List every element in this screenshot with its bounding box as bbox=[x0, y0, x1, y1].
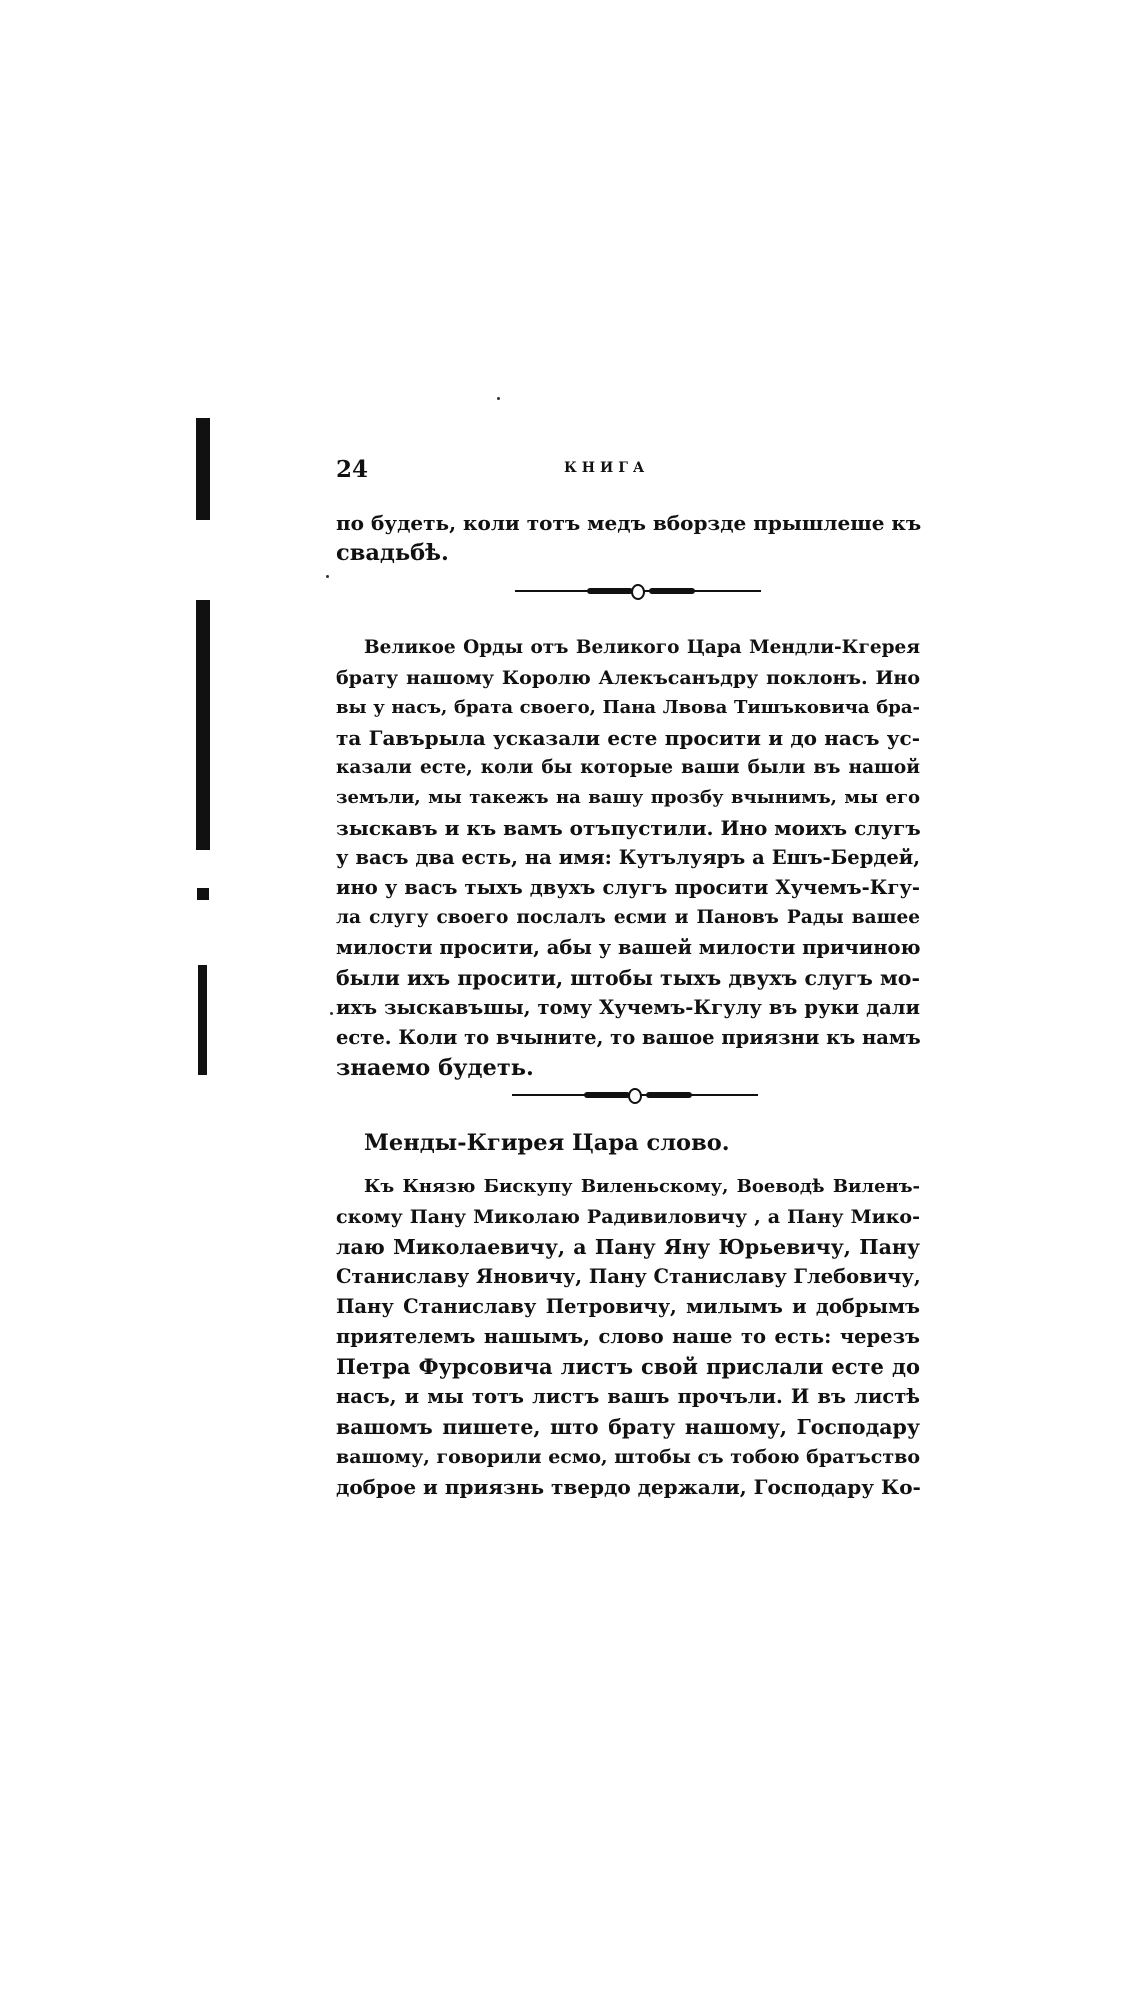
text-line: милости просити, абы у вашей милости причиною bbox=[336, 936, 921, 959]
text-line: ино у васъ тыхъ двухъ слугъ просити Хучемъ-Кгу- bbox=[336, 876, 920, 899]
text-line: Пану Станиславу Петровичу, милымъ и добрымъ bbox=[336, 1295, 920, 1318]
text-line: по будеть, коли тотъ медъ вборзде прышлеше къ bbox=[336, 511, 922, 535]
scan-margin-bar bbox=[197, 888, 209, 900]
divider-swell bbox=[587, 588, 633, 594]
text-line: доброе и приязнь твердо держали, Господару Ко- bbox=[336, 1475, 921, 1499]
text-line: есте. Коли то вчыните, то вашое приязни къ намъ bbox=[336, 1026, 921, 1049]
text-line: та Гавърыла усказали есте просити и до насъ ус- bbox=[336, 726, 920, 750]
paragraph-continuation bbox=[336, 508, 920, 568]
text-line: брату нашому Королю Алекъсанъдру поклонъ. Ино bbox=[336, 667, 920, 689]
scan-margin-bar bbox=[196, 418, 210, 520]
scan-margin-bar bbox=[198, 965, 207, 1075]
running-title: КНИГА bbox=[564, 460, 650, 476]
scan-speck bbox=[497, 397, 500, 400]
scan-speck bbox=[326, 575, 329, 578]
letter-paragraph bbox=[336, 1172, 920, 1502]
letter-paragraph bbox=[336, 633, 920, 1083]
text-line: Великое Орды отъ Великого Цара Мендли-Кгерея bbox=[364, 637, 920, 658]
section-heading: Менды-Кгирея Цара слово. bbox=[364, 1130, 730, 1156]
text-line: Петра Фурсовича листъ свой прислали есте до bbox=[336, 1354, 920, 1379]
text-line: у васъ два есть, на имя: Кутълуяръ а Ешъ-Бердей, bbox=[336, 846, 920, 869]
text-line: земъли, мы такежъ на вашу прозбу вчынимъ, мы его bbox=[336, 787, 920, 808]
text-line: приятелемъ нашымъ, слово наше то есть: черезъ bbox=[336, 1325, 920, 1348]
text-line: вы у насъ, брата своего, Пана Лвова Тишъковича бра- bbox=[336, 697, 920, 718]
text-line: знаемо будеть. bbox=[336, 1055, 534, 1081]
text-line: вашому, говорили есмо, штобы съ тобою братъство bbox=[336, 1446, 920, 1468]
text-line: ихъ зыскавъшы, тому Хучемъ-Кгулу въ руки дали bbox=[336, 996, 920, 1019]
text-line: казали есте, коли бы которые ваши были въ нашой bbox=[336, 757, 920, 778]
text-line: лаю Миколаевичу, а Пану Яну Юрьевичу, Пану bbox=[336, 1235, 920, 1259]
divider-swell bbox=[649, 588, 695, 594]
text-line: Станиславу Яновичу, Пану Станиславу Глебовичу, bbox=[336, 1265, 921, 1288]
divider-center-oval bbox=[631, 584, 645, 600]
text-line: свадьбѣ. bbox=[336, 540, 449, 566]
divider-center-oval bbox=[628, 1088, 642, 1104]
section-divider-ornament bbox=[515, 581, 761, 601]
text-line: скому Пану Миколаю Радивиловичу , а Пану Мико- bbox=[336, 1206, 920, 1228]
text-line: зыскавъ и къ вамъ отъпустили. Ино моихъ слугъ bbox=[336, 816, 921, 840]
text-line: были ихъ просити, штобы тыхъ двухъ слугъ мо- bbox=[336, 966, 920, 990]
text-line: вашомъ пишете, што брату нашому, Господару bbox=[336, 1415, 920, 1439]
divider-swell bbox=[646, 1092, 692, 1098]
scan-margin-bar bbox=[196, 600, 210, 850]
page-header bbox=[336, 456, 920, 486]
scan-speck bbox=[330, 1012, 333, 1015]
section-heading-block bbox=[336, 1128, 920, 1158]
text-line: насъ, и мы тотъ листъ вашъ прочъли. И въ листѣ bbox=[336, 1385, 920, 1408]
section-divider-ornament bbox=[512, 1085, 758, 1105]
divider-swell bbox=[584, 1092, 630, 1098]
text-line: Къ Князю Бискупу Виленьскому, Воеводѣ Виленъ- bbox=[364, 1176, 920, 1197]
text-line: ла слугу своего послалъ есми и Пановъ Рады вашее bbox=[336, 907, 920, 928]
page-number: 24 bbox=[336, 456, 369, 483]
